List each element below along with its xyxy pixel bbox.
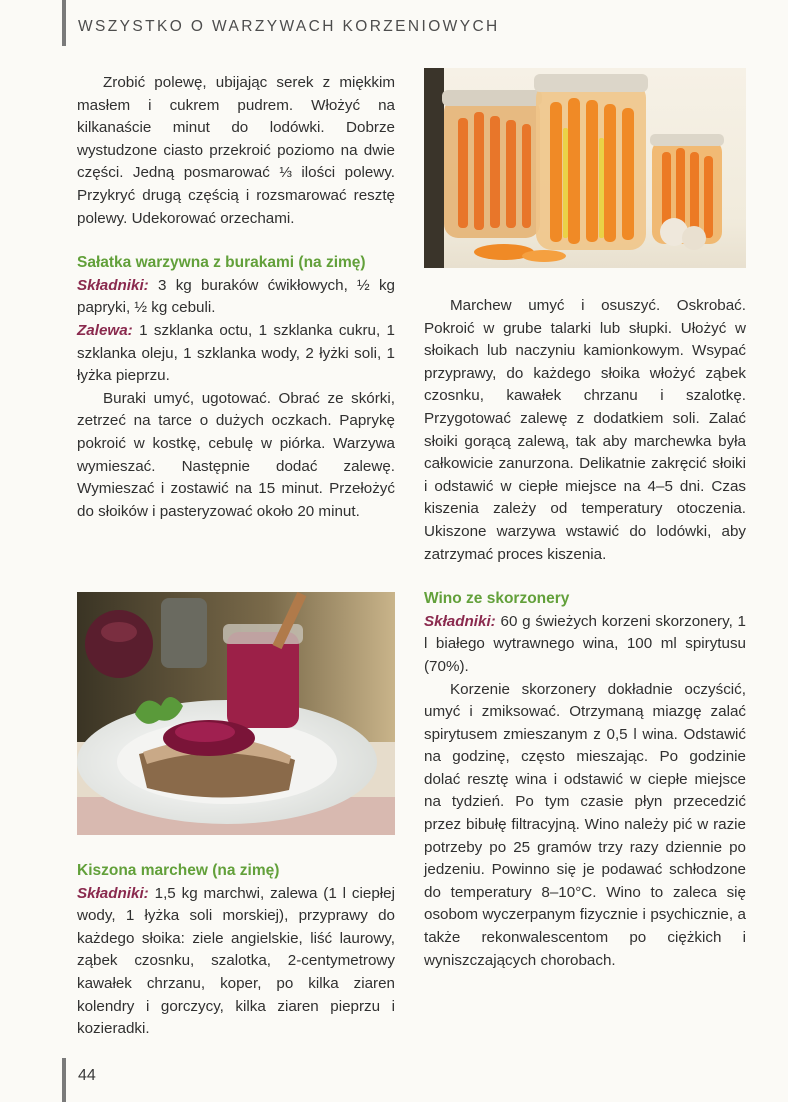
wine-ingredients-text: 60 g świeżych korzeni skorzonery, 1 l białego wytrawnego wina, 100 ml spirytusu (70%). <box>424 612 746 675</box>
left-column-top <box>77 72 395 523</box>
carrots-method: Marchew umyć i osuszyć. Oskrobać. Pokroić w grube talarki lub słupki. Ułożyć w słoikach lub naczyniu kamionkowym. Wsypać przyprawy, do każdego słoika włożyć ząbek czosnku, kawałek chrzanu i szalotkę. Przygotować zalewę z dodatkiem soli. Zalać słoiki gorącą zalewą, tak aby marchewka była całkowicie zanurzona. Delikatnie zakręcić słoiki i odstawić w ciepłe miejsce na 4–5 dni. Czas kiszenia zależy od temperatury otoczenia. Ukiszone warzywa wstawić do lodówki, aby zatrzymać proces kiszenia. <box>424 297 746 563</box>
wine-title: Wino ze skorzonery <box>424 590 570 608</box>
carrots-ingredients <box>77 883 395 1041</box>
intro-paragraph: Zrobić polewę, ubijając serek z miękkim masłem i cukrem pudrem. Włożyć na kilkanaście minut do lodówki. Dobrze wystudzone ciasto przekroić poziomo na dwie części. Jedną posmarować ⅓ ilości polewy. Przykryć drugą częścią i rozsmarować resztę polewy. Udekorować orzechami. <box>77 74 395 227</box>
carrot-jars-photo <box>424 68 746 268</box>
salad-title: Sałatka warzywna z burakami (na zimę) <box>77 254 366 272</box>
carrot-jars-illustration <box>424 68 746 268</box>
wine-method: Korzenie skorzonery dokładnie oczyścić, umyć i zmiksować. Otrzymaną miazgę zalać spirytusem zmieszanym z 0,5 l wina. Odstawić na godzinę, często mieszając. Po godzinie dolać resztę wina i odstawić w ciepłe miejsce na tydzień. Po tym czasie płyn przecedzić przez bibułę filtracyjną. Wino należy pić w razie potrzeby po 25 gramów trzy razy dziennie po jedzeniu. Powinno się je podawać schłodzone do temperatury 8–10°C. Wino to zaleca się osobom wyczerpanym fizycznie i psychicznie, a także rekonwalescentom po ciężkich i wyniszczających chorobach. <box>424 680 746 969</box>
carrots-ingredients-label: Składniki: <box>77 884 149 902</box>
footer-bar <box>62 1058 66 1102</box>
salad-method: Buraki umyć, ugotować. Obrać ze skórki, zetrzeć na tarce o dużych oczkach. Paprykę pokroić w kostkę, cebulę w piórka. Warzywa wymieszać. Następnie dodać zalewę. Wymieszać i zostawić na 15 minut. Przełożyć do słoików i pasteryzować około 20 minut. <box>77 389 395 520</box>
salad-brine-label: Zalewa: <box>77 321 133 339</box>
salad-ingredients <box>77 275 395 320</box>
page-number: 44 <box>78 1067 96 1084</box>
header-bar <box>62 0 66 46</box>
salad-ingredients-label: Składniki: <box>77 276 149 294</box>
right-column <box>424 295 746 972</box>
salad-ingredients-text: 3 kg buraków ćwikłowych, ½ kg papryki, ½ kg cebuli. <box>77 276 395 317</box>
salad-brine <box>77 320 395 388</box>
chapter-title: WSZYSTKO O WARZYWACH KORZENIOWYCH <box>78 18 500 35</box>
wine-ingredients-label: Składniki: <box>424 612 496 630</box>
beet-salad-illustration <box>77 592 395 835</box>
salad-brine-text: 1 szklanka octu, 1 szklanka cukru, 1 szklanka oleju, 1 szklanka wody, 2 łyżki soli, 1 łyżka pieprzu. <box>77 321 395 385</box>
carrots-title: Kiszona marchew (na zimę) <box>77 862 280 879</box>
beet-salad-photo <box>77 592 395 835</box>
carrots-ingredients-text: 1,5 kg marchwi, zalewa (1 l ciepłej wody, 1 łyżka soli morskiej), przyprawy do każdego słoika: ziele angielskie, liść laurowy, ząbek czosnku, szalotka, 2-centymetrowy kawałek chrzanu, koper, po kilka ziaren kolendry i gorczycy, kilka ziaren pieprzu i kozieradki. <box>77 884 395 1038</box>
wine-ingredients <box>424 611 746 679</box>
left-column-bottom <box>77 860 395 1041</box>
